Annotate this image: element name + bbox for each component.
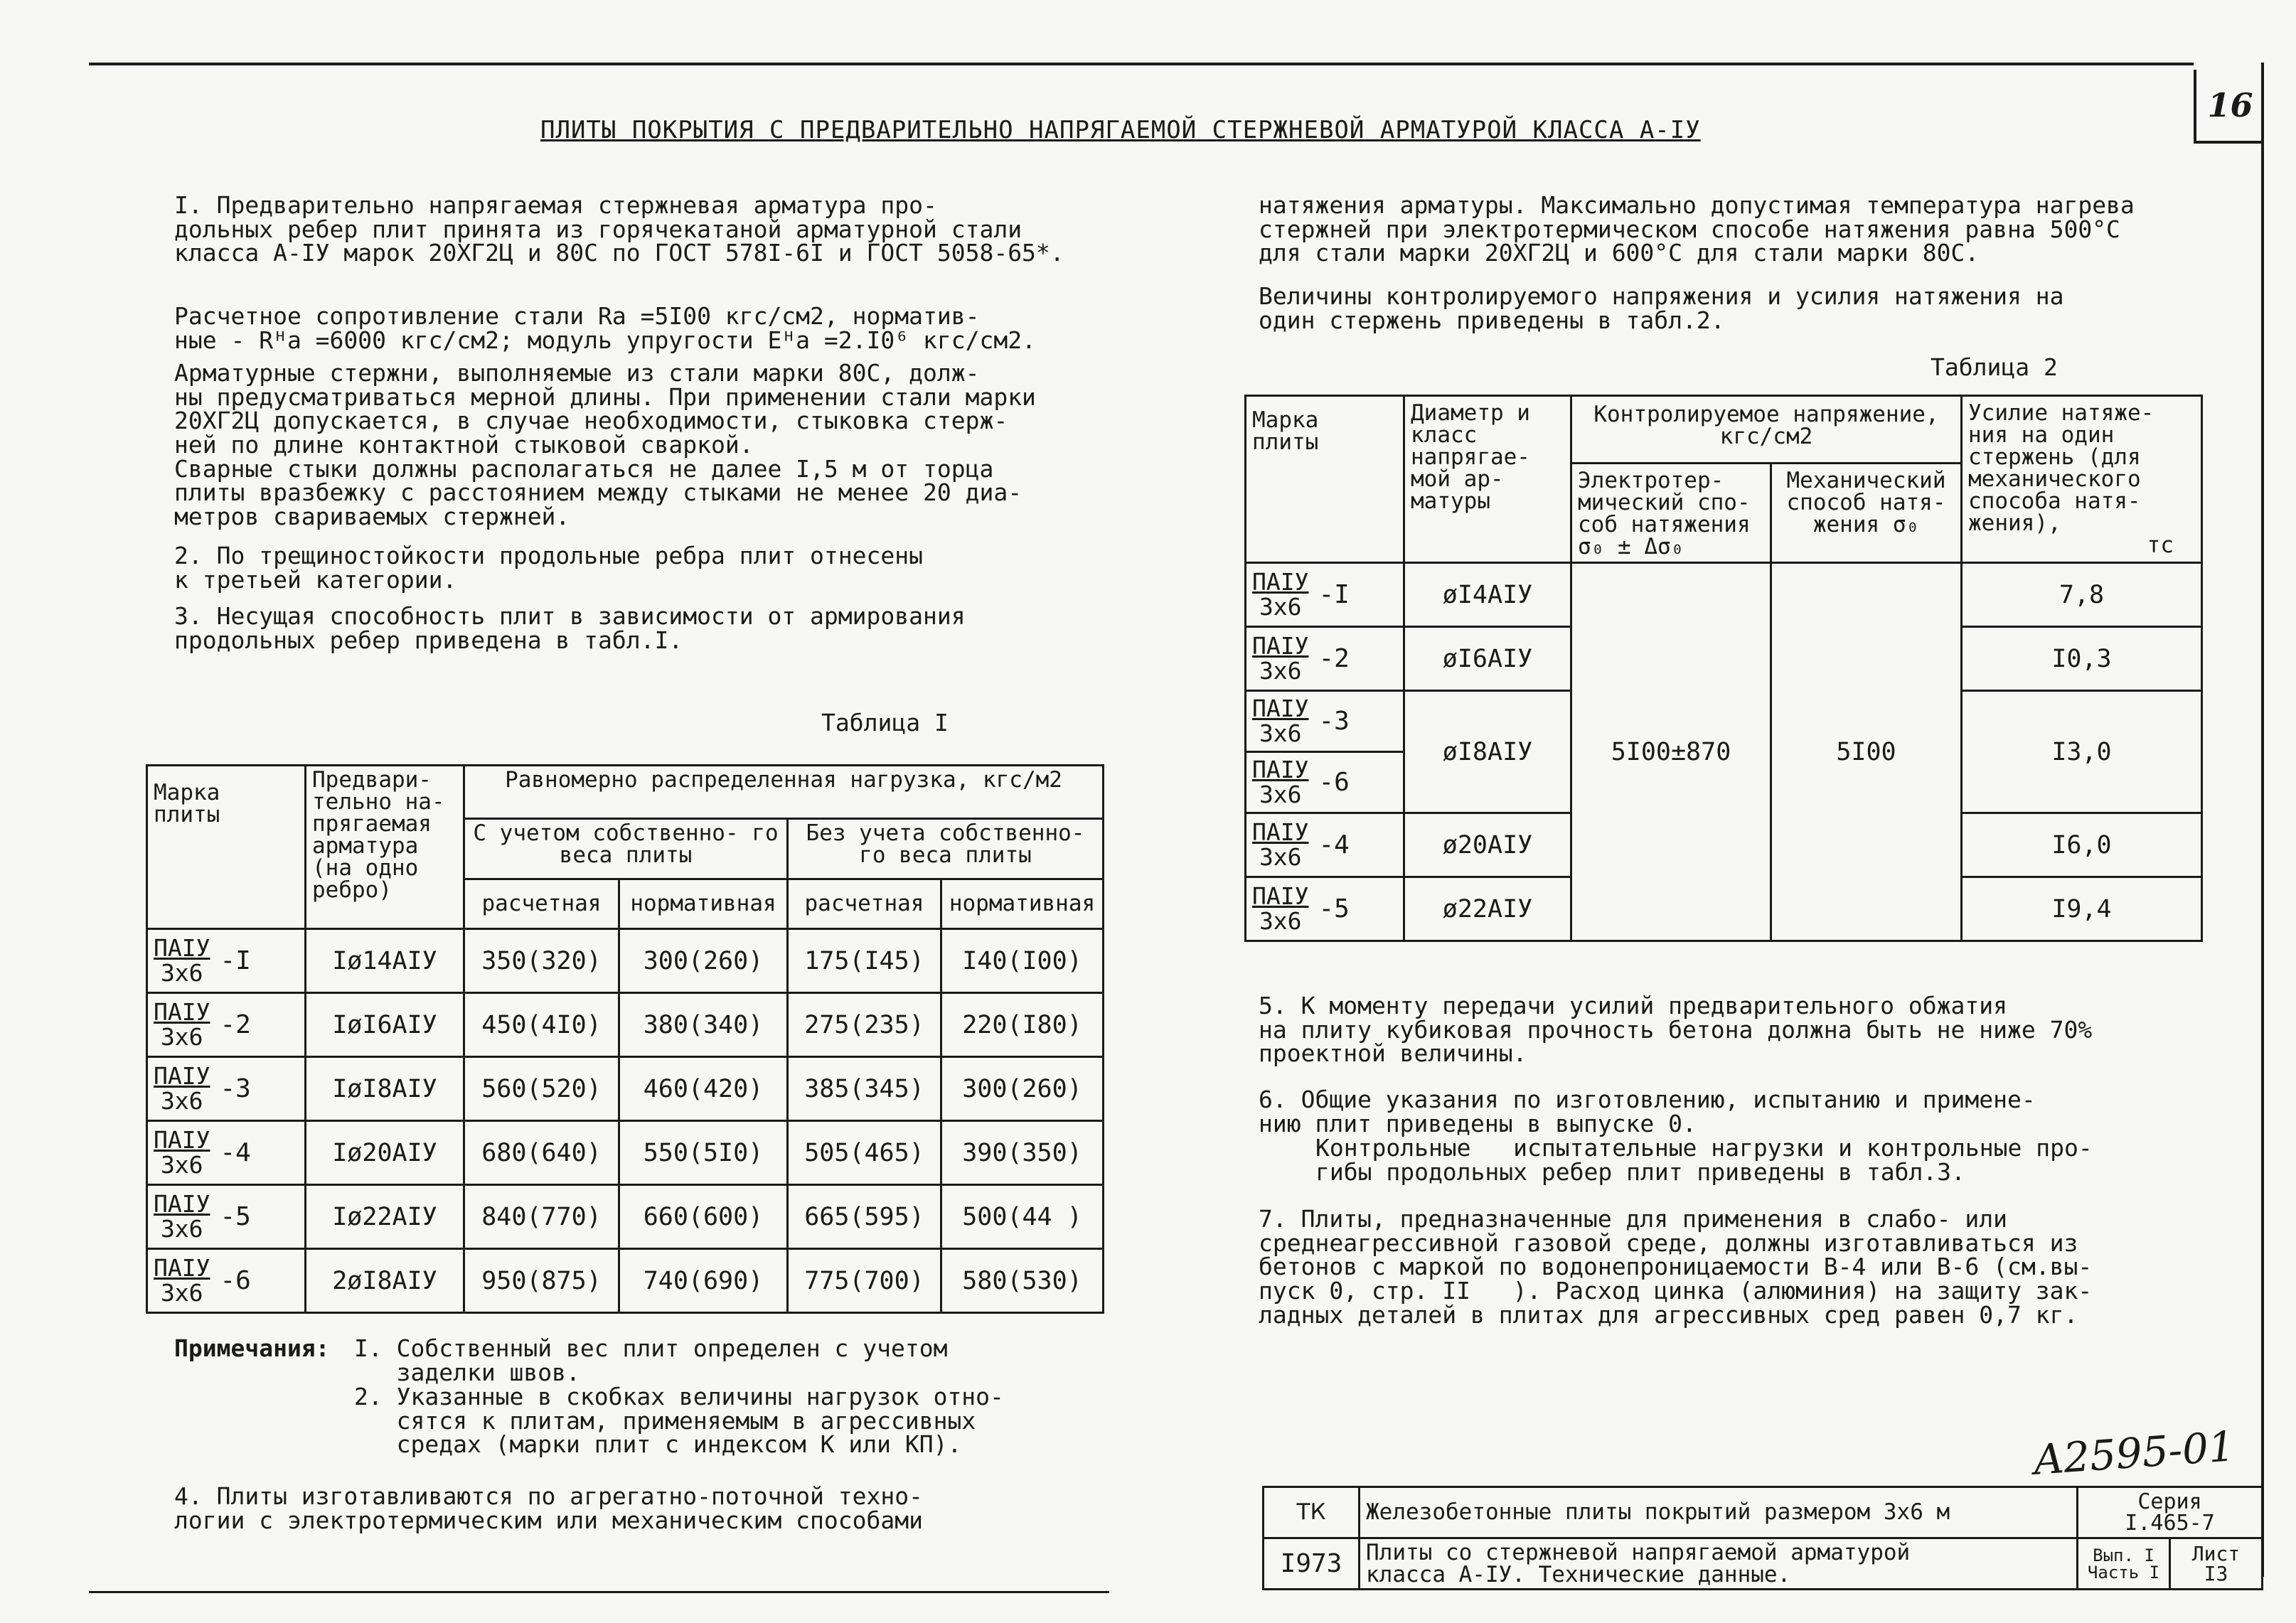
t1-header-load: Равномерно распределенная нагрузка, кгс/м2 <box>464 766 1104 819</box>
t1-rebar: Iø14AIУ <box>306 929 464 993</box>
mark-name: ПАIУ <box>154 933 210 962</box>
t2-diameter: øI4AIУ <box>1404 563 1571 627</box>
t1-calc-with: 560(520) <box>464 1057 619 1121</box>
page-title: ПЛИТЫ ПОКРЫТИЯ С ПРЕДВАРИТЕЛЬНО НАПРЯГАЕМОЙ СТЕРЖНЕВОЙ АРМАТУРОЙ КЛАССА А-IУ <box>540 116 1701 144</box>
t2-header-mech: Механический способ натя- жения σ₀ <box>1771 464 1962 563</box>
paragraph-4: 4. Плиты изготавливаются по агрегатно-поточной техно- логии с электротермическим или механическим способами <box>174 1482 923 1534</box>
t1-norm-without: 300(260) <box>941 1057 1104 1121</box>
t2-header-diameter: Диаметр и класс напрягае- мой ар- матуры <box>1404 396 1571 563</box>
paragraph-2: 2. По трещиностойкости продольные ребра плит отнесены к третьей категории. <box>174 542 923 594</box>
mark-suffix: -3 <box>220 1074 251 1103</box>
t2-force: I0,3 <box>1962 627 2202 691</box>
mark-name: ПАIУ <box>1252 755 1309 783</box>
t2-diameter: ø22AIУ <box>1404 877 1571 941</box>
paragraph-1: I. Предварительно напрягаемая стержневая арматура про- дольных ребер плит принята из горячекатаной арматурной стали класса А-IУ марок 20ХГ2Ц и 80С по ГОСТ 578I-6I и ГОСТ 5058-65*. <box>174 191 1064 267</box>
t1-calc-with: 840(770) <box>464 1185 619 1249</box>
mark-name: ПАIУ <box>1252 818 1309 846</box>
mark-suffix: -3 <box>1318 707 1350 736</box>
t1-calc-with: 680(640) <box>464 1121 619 1185</box>
t1-calc-without: 275(235) <box>788 993 941 1057</box>
table-row <box>147 1121 1104 1185</box>
t1-norm-without: 220(I80) <box>941 993 1104 1057</box>
t1-norm-with: 300(260) <box>619 929 788 993</box>
t2-force: I9,4 <box>1962 877 2202 941</box>
page-number: 16 <box>2194 70 2264 144</box>
issue-part: Вып. I Часть I <box>2078 1538 2170 1590</box>
t1-rebar: Iø22AIУ <box>306 1185 464 1249</box>
archive-number-handwritten: A2595-01 <box>2031 1422 2236 1484</box>
table-row <box>147 1185 1104 1249</box>
mark-suffix: -4 <box>1318 830 1350 859</box>
mark-name: ПАIУ <box>154 1061 210 1090</box>
series-cell <box>2078 1487 2263 1538</box>
t1-norm-without: 500(44 ) <box>941 1185 1104 1249</box>
mark-size: 3х6 <box>160 1214 203 1243</box>
table-row <box>147 993 1104 1057</box>
mark-size: 3х6 <box>1259 592 1302 621</box>
t2-diameter: øI8AIУ <box>1404 691 1571 813</box>
t1-calc-with: 450(4I0) <box>464 993 619 1057</box>
t2-force: I6,0 <box>1962 813 2202 877</box>
t1-mark-cell <box>147 1185 306 1249</box>
mark-name: ПАIУ <box>1252 694 1309 722</box>
t2-mark-cell <box>1246 752 1404 813</box>
t1-header-with-self-weight: С учетом собственно- го веса плиты <box>464 819 788 879</box>
mark-suffix: -I <box>220 946 251 975</box>
notes-label: Примечания: <box>174 1334 330 1362</box>
table-2 <box>1244 395 2203 942</box>
title-block <box>1262 1486 2263 1590</box>
mark-size: 3х6 <box>1259 906 1302 935</box>
t1-norm-with: 460(420) <box>619 1057 788 1121</box>
t1-mark-cell <box>147 1057 306 1121</box>
paragraph-table2-ref: Величины контролируемого напряжения и усилия натяжения на один стержень приведены в табл.2. <box>1259 282 2064 334</box>
t1-norm-without: I40(I00) <box>941 929 1104 993</box>
t1-rebar: 2øI8AIУ <box>306 1249 464 1313</box>
t2-diameter: ø20AIУ <box>1404 813 1571 877</box>
table-1 <box>146 764 1104 1314</box>
sheet-number: I3 <box>2204 1561 2228 1585</box>
paragraph-7: 7. Плиты, предназначенные для применения в слабо- или среднеагрессивной газовой среде, должны изготавливаться из бетонов с маркой по водонепроницаемости В-4 или В-6 (см.вы- пуск 0, стр. II ). Расход цинка (алюминия) на защиту зак- ладных деталей в плитах для агрессивных сред равен 0,7 кг. <box>1259 1205 2093 1329</box>
t2-mark-cell <box>1246 813 1404 877</box>
t2-mark-cell <box>1246 563 1404 627</box>
note-2: 2. Указанные в скобках величины нагрузок отно- сятся к плитам, применяемым в агрессивных средах (марки плит с индексом К или КП). <box>354 1383 1004 1459</box>
paragraph-design-resistance: Расчетное сопротивление стали Ra =5I00 кгс/см2, норматив- ные - Rᴴa =6000 кгс/см2; модуль упругости Eᴴa =2.I0⁶ кгс/см2. <box>174 302 1036 354</box>
t1-header-norm: нормативная <box>619 879 788 929</box>
table-row <box>147 1249 1104 1313</box>
t2-mech-value: 5I00 <box>1771 563 1962 941</box>
t2-header-force-text: Усилие натяже- ния на один стержень (для механического способа натя- жения), <box>1968 400 2154 536</box>
sheet-cell <box>2170 1538 2263 1590</box>
note-1: I. Собственный вес плит определен с учетом заделки швов. <box>354 1334 948 1386</box>
t1-header-without-self-weight: Без учета собственно- го веса плиты <box>788 819 1104 879</box>
table-row <box>147 1057 1104 1121</box>
t1-norm-with: 660(600) <box>619 1185 788 1249</box>
right-border-line <box>2261 63 2264 1577</box>
mark-suffix: -6 <box>1318 768 1350 797</box>
t1-header-mark: Марка плиты <box>147 766 306 929</box>
mark-name: ПАIУ <box>1252 882 1309 910</box>
t1-rebar: IøI6AIУ <box>306 993 464 1057</box>
t2-electro-value: 5I00±870 <box>1571 563 1771 941</box>
t2-mark-cell <box>1246 627 1404 691</box>
paragraph-reinforcing-bars: Арматурные стержни, выполняемые из стали марки 80С, долж- ны предусматриваться мерной длины. При применении стали марки 20ХГ2Ц допускается, в случае необходимости, стыковка стерж- ней по длине контактной стыковой сваркой. Сварные стыки должны располагаться не далее I,5 м от торца плиты вразбежку с расстоянием между стыками не менее 20 диа- метров свариваемых стержней. <box>174 359 1036 530</box>
mark-suffix: -5 <box>220 1202 251 1231</box>
mark-size: 3х6 <box>1259 842 1302 871</box>
t1-header-norm: нормативная <box>941 879 1104 929</box>
t1-header-rebar: Предвари- тельно на- прягаемая арматура (на одно ребро) <box>306 766 464 929</box>
tk-mark: ТК <box>1264 1487 1360 1538</box>
mark-suffix: -2 <box>220 1010 251 1039</box>
t1-norm-with: 380(340) <box>619 993 788 1057</box>
t2-force: 7,8 <box>1962 563 2202 627</box>
title-block-line-1: Железобетонные плиты покрытий размером 3х6 м <box>1360 1487 2078 1538</box>
t1-rebar: IøI8AIУ <box>306 1057 464 1121</box>
mark-size: 3х6 <box>160 958 203 987</box>
sheet-label: Лист <box>2191 1541 2241 1565</box>
mark-suffix: -5 <box>1318 894 1350 923</box>
top-border-line <box>89 63 2194 65</box>
t2-header-electro: Электротер- мический спо- соб натяжения σ₀ ± Δσ₀ <box>1571 464 1771 563</box>
t1-calc-without: 505(465) <box>788 1121 941 1185</box>
table-row <box>1246 563 2202 627</box>
mark-name: ПАIУ <box>1252 631 1309 660</box>
t2-diameter: øI6AIУ <box>1404 627 1571 691</box>
t1-header-calc: расчетная <box>464 879 619 929</box>
mark-size: 3х6 <box>1259 656 1302 685</box>
t1-mark-cell <box>147 993 306 1057</box>
table-row <box>147 929 1104 993</box>
mark-suffix: -I <box>1318 580 1350 609</box>
mark-name: ПАIУ <box>1252 567 1309 596</box>
t1-norm-without: 580(530) <box>941 1249 1104 1313</box>
mark-name: ПАIУ <box>154 1189 210 1218</box>
mark-size: 3х6 <box>160 1086 203 1115</box>
title-block-line-2: Плиты со стержневой напрягаемой арматурой класса А-IУ. Технические данные. <box>1360 1538 2078 1590</box>
t1-mark-cell <box>147 1249 306 1313</box>
t1-calc-without: 775(700) <box>788 1249 941 1313</box>
table1-caption: Таблица I <box>821 709 949 736</box>
t1-calc-without: 665(595) <box>788 1185 941 1249</box>
paragraph-5: 5. К моменту передачи усилий предварительного обжатия на плиту кубиковая прочность бетона должна быть не ниже 70% проектной величины. <box>1259 992 2093 1068</box>
mark-name: ПАIУ <box>154 1253 210 1282</box>
bottom-left-line <box>89 1591 1109 1593</box>
mark-suffix: -6 <box>220 1266 251 1295</box>
mark-size: 3х6 <box>160 1278 203 1307</box>
t2-mark-cell <box>1246 877 1404 941</box>
mark-name: ПАIУ <box>154 1125 210 1154</box>
mark-size: 3х6 <box>1259 719 1302 747</box>
series-label: Серия <box>2137 1489 2202 1514</box>
paragraph-tensioning: натяжения арматуры. Максимально допустимая температура нагрева стержней при электротермическом способе натяжения равна 500°С для стали марки 20ХГ2Ц и 600°С для стали марки 80С. <box>1259 191 2135 267</box>
t1-norm-with: 550(5I0) <box>619 1121 788 1185</box>
t2-header-force-unit: тс <box>2147 532 2174 558</box>
t1-calc-with: 950(875) <box>464 1249 619 1313</box>
t1-calc-without: 385(345) <box>788 1057 941 1121</box>
t2-header-stress: Контролируемое напряжение, кгс/см2 <box>1571 396 1962 464</box>
mark-size: 3х6 <box>1259 780 1302 808</box>
t1-rebar: Iø20AIУ <box>306 1121 464 1185</box>
paragraph-6: 6. Общие указания по изготовлению, испытанию и примене- нию плит приведены в выпуске 0. <box>1259 1086 2036 1137</box>
paragraph-3: 3. Несущая способность плит в зависимости от армирования продольных ребер приведена в табл.I. <box>174 602 966 654</box>
t1-calc-without: 175(I45) <box>788 929 941 993</box>
mark-suffix: -2 <box>1318 644 1350 673</box>
t1-norm-with: 740(690) <box>619 1249 788 1313</box>
year: I973 <box>1264 1538 1360 1590</box>
series-number: I.465-7 <box>2125 1510 2215 1536</box>
t1-mark-cell <box>147 1121 306 1185</box>
paragraph-control-loads: Контрольные испытательные нагрузки и контрольные про- гибы продольных ребер плит приведены в табл.3. <box>1315 1134 2093 1186</box>
t2-force: I3,0 <box>1962 691 2202 813</box>
mark-suffix: -4 <box>220 1138 251 1167</box>
t2-mark-cell <box>1246 691 1404 752</box>
mark-name: ПАIУ <box>154 997 210 1026</box>
mark-size: 3х6 <box>160 1150 203 1179</box>
mark-size: 3х6 <box>160 1022 203 1051</box>
t1-header-calc: расчетная <box>788 879 941 929</box>
t2-header-mark: Марка плиты <box>1246 396 1404 563</box>
t1-mark-cell <box>147 929 306 993</box>
t1-norm-without: 390(350) <box>941 1121 1104 1185</box>
t2-header-force <box>1962 396 2202 563</box>
table2-caption: Таблица 2 <box>1931 353 2058 381</box>
t1-calc-with: 350(320) <box>464 929 619 993</box>
